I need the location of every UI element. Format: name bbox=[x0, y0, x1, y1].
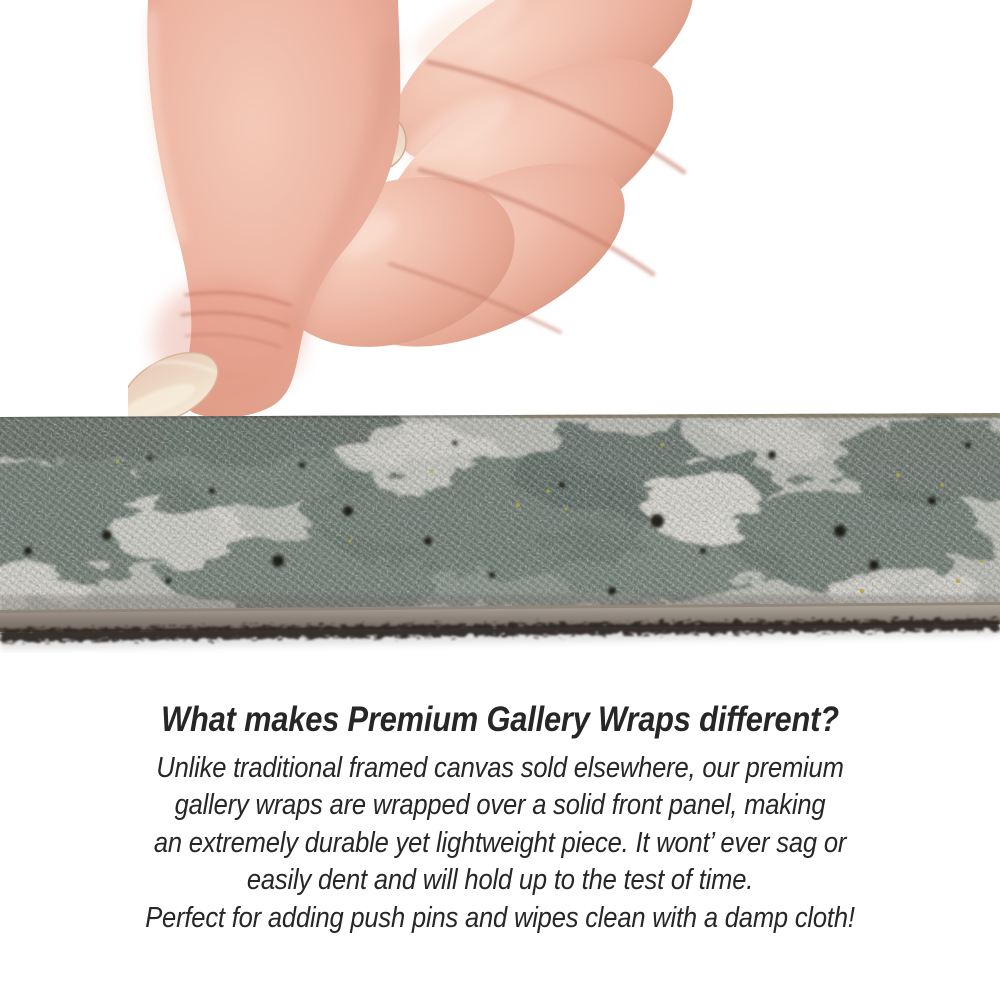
hand-pressing-thumb-icon bbox=[128, 0, 713, 425]
heading: What makes Premium Gallery Wraps different? bbox=[161, 700, 839, 739]
canvas-edge-texture bbox=[0, 413, 1000, 653]
hand-illustration bbox=[128, 0, 713, 425]
body-line: Unlike traditional framed canvas sold elsewhere, our premium bbox=[156, 752, 844, 784]
marketing-copy bbox=[60, 698, 940, 937]
body-line: an extremely durable yet lightweight piece. It wont’ ever sag or bbox=[153, 826, 847, 859]
canvas-strip bbox=[0, 413, 1000, 653]
canvas-face bbox=[0, 413, 1000, 619]
thumb bbox=[128, 0, 400, 425]
body-line: gallery wraps are wrapped over a solid front panel, making bbox=[174, 789, 826, 822]
body-line: Perfect for adding push pins and wipes clean with a damp cloth! bbox=[145, 901, 855, 934]
body-line: easily dent and will hold up to the test of time. bbox=[246, 864, 754, 897]
